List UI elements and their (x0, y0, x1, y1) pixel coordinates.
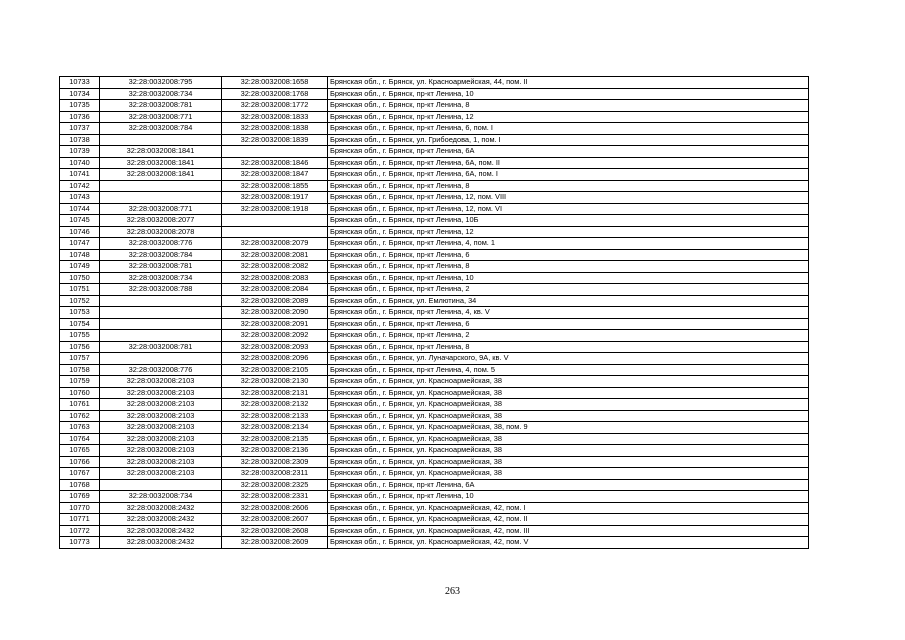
table-row (60, 491, 809, 503)
parent-cadastral-number-cell: 32:28:0032008:771 (100, 203, 222, 215)
address-cell: Брянская обл., г. Брянск, пр-кт Ленина, 8 (328, 100, 809, 112)
parent-cadastral-number-cell: 32:28:0032008:2103 (100, 422, 222, 434)
parent-cadastral-number-cell (100, 318, 222, 330)
table-row (60, 387, 809, 399)
parent-cadastral-number-cell: 32:28:0032008:771 (100, 111, 222, 123)
parent-cadastral-number-cell: 32:28:0032008:2432 (100, 525, 222, 537)
row-number-cell: 10763 (60, 422, 100, 434)
cadastral-number-cell: 32:28:0032008:1658 (222, 77, 328, 89)
row-number-cell: 10757 (60, 353, 100, 365)
row-number-cell: 10772 (60, 525, 100, 537)
cadastral-number-cell (222, 226, 328, 238)
row-number-cell: 10733 (60, 77, 100, 89)
table-row (60, 180, 809, 192)
cadastral-number-cell: 32:28:0032008:2133 (222, 410, 328, 422)
table-row (60, 502, 809, 514)
address-cell: Брянская обл., г. Брянск, пр-кт Ленина, 8 (328, 261, 809, 273)
row-number-cell: 10742 (60, 180, 100, 192)
parent-cadastral-number-cell: 32:28:0032008:2103 (100, 410, 222, 422)
row-number-cell: 10748 (60, 249, 100, 261)
row-number-cell: 10747 (60, 238, 100, 250)
parent-cadastral-number-cell: 32:28:0032008:2103 (100, 445, 222, 457)
address-cell: Брянская обл., г. Брянск, ул. Красноармейская, 44, пом. II (328, 77, 809, 89)
table-row (60, 468, 809, 480)
cadastral-number-cell: 32:28:0032008:2105 (222, 364, 328, 376)
address-cell: Брянская обл., г. Брянск, ул. Красноармейская, 38 (328, 376, 809, 388)
table-row (60, 422, 809, 434)
table-row (60, 295, 809, 307)
address-cell: Брянская обл., г. Брянск, ул. Красноармейская, 38, пом. 9 (328, 422, 809, 434)
table-row (60, 192, 809, 204)
address-cell: Брянская обл., г. Брянск, пр-кт Ленина, 12 (328, 111, 809, 123)
parent-cadastral-number-cell (100, 307, 222, 319)
row-number-cell: 10744 (60, 203, 100, 215)
row-number-cell: 10767 (60, 468, 100, 480)
parent-cadastral-number-cell (100, 479, 222, 491)
table-row (60, 537, 809, 549)
row-number-cell: 10766 (60, 456, 100, 468)
address-cell: Брянская обл., г. Брянск, пр-кт Ленина, 2 (328, 330, 809, 342)
row-number-cell: 10740 (60, 157, 100, 169)
row-number-cell: 10746 (60, 226, 100, 238)
row-number-cell: 10737 (60, 123, 100, 135)
cadastral-number-cell: 32:28:0032008:1768 (222, 88, 328, 100)
cadastral-number-cell: 32:28:0032008:2091 (222, 318, 328, 330)
address-cell: Брянская обл., г. Брянск, ул. Красноармейская, 38 (328, 399, 809, 411)
address-cell: Брянская обл., г. Брянск, ул. Емлютина, 34 (328, 295, 809, 307)
table-row (60, 525, 809, 537)
parent-cadastral-number-cell (100, 330, 222, 342)
table-row (60, 410, 809, 422)
row-number-cell: 10743 (60, 192, 100, 204)
address-cell: Брянская обл., г. Брянск, ул. Красноармейская, 38 (328, 445, 809, 457)
address-cell: Брянская обл., г. Брянск, ул. Красноармейская, 38 (328, 410, 809, 422)
table-row (60, 226, 809, 238)
cadastral-number-cell: 32:28:0032008:2130 (222, 376, 328, 388)
parent-cadastral-number-cell: 32:28:0032008:1841 (100, 146, 222, 158)
table-row (60, 215, 809, 227)
address-cell: Брянская обл., г. Брянск, ул. Грибоедова, 1, пом. I (328, 134, 809, 146)
address-cell: Брянская обл., г. Брянск, ул. Красноармейская, 38 (328, 468, 809, 480)
table-row (60, 238, 809, 250)
table-row (60, 376, 809, 388)
address-cell: Брянская обл., г. Брянск, ул. Красноармейская, 42, пом. V (328, 537, 809, 549)
parent-cadastral-number-cell: 32:28:0032008:2103 (100, 433, 222, 445)
parent-cadastral-number-cell: 32:28:0032008:734 (100, 272, 222, 284)
table-row (60, 123, 809, 135)
cadastral-number-cell: 32:28:0032008:2089 (222, 295, 328, 307)
address-cell: Брянская обл., г. Брянск, пр-кт Ленина, 6А (328, 479, 809, 491)
row-number-cell: 10756 (60, 341, 100, 353)
row-number-cell: 10735 (60, 100, 100, 112)
row-number-cell: 10768 (60, 479, 100, 491)
cadastral-number-cell: 32:28:0032008:1839 (222, 134, 328, 146)
parent-cadastral-number-cell: 32:28:0032008:788 (100, 284, 222, 296)
address-cell: Брянская обл., г. Брянск, ул. Красноармейская, 38 (328, 433, 809, 445)
table-row (60, 203, 809, 215)
table-row (60, 433, 809, 445)
parent-cadastral-number-cell (100, 192, 222, 204)
parent-cadastral-number-cell: 32:28:0032008:2103 (100, 376, 222, 388)
row-number-cell: 10761 (60, 399, 100, 411)
cadastral-number-cell: 32:28:0032008:2132 (222, 399, 328, 411)
row-number-cell: 10755 (60, 330, 100, 342)
row-number-cell: 10754 (60, 318, 100, 330)
address-cell: Брянская обл., г. Брянск, пр-кт Ленина, 8 (328, 180, 809, 192)
cadastral-registry-table (59, 76, 809, 549)
table-row (60, 445, 809, 457)
row-number-cell: 10770 (60, 502, 100, 514)
table-row (60, 88, 809, 100)
parent-cadastral-number-cell: 32:28:0032008:2432 (100, 514, 222, 526)
table-row (60, 307, 809, 319)
cadastral-number-cell: 32:28:0032008:2609 (222, 537, 328, 549)
parent-cadastral-number-cell: 32:28:0032008:781 (100, 100, 222, 112)
parent-cadastral-number-cell: 32:28:0032008:781 (100, 261, 222, 273)
row-number-cell: 10753 (60, 307, 100, 319)
address-cell: Брянская обл., г. Брянск, ул. Красноармейская, 42, пом. I (328, 502, 809, 514)
address-cell: Брянская обл., г. Брянск, пр-кт Ленина, 6 (328, 318, 809, 330)
parent-cadastral-number-cell: 32:28:0032008:734 (100, 491, 222, 503)
parent-cadastral-number-cell: 32:28:0032008:776 (100, 238, 222, 250)
row-number-cell: 10771 (60, 514, 100, 526)
cadastral-number-cell: 32:28:0032008:2084 (222, 284, 328, 296)
table-row (60, 169, 809, 181)
address-cell: Брянская обл., г. Брянск, пр-кт Ленина, 12, пом. VI (328, 203, 809, 215)
parent-cadastral-number-cell (100, 353, 222, 365)
cadastral-number-cell: 32:28:0032008:2096 (222, 353, 328, 365)
row-number-cell: 10764 (60, 433, 100, 445)
address-cell: Брянская обл., г. Брянск, ул. Красноармейская, 42, пом. III (328, 525, 809, 537)
cadastral-number-cell: 32:28:0032008:2309 (222, 456, 328, 468)
row-number-cell: 10773 (60, 537, 100, 549)
row-number-cell: 10769 (60, 491, 100, 503)
parent-cadastral-number-cell: 32:28:0032008:2103 (100, 387, 222, 399)
cadastral-number-cell: 32:28:0032008:1772 (222, 100, 328, 112)
cadastral-number-cell: 32:28:0032008:2607 (222, 514, 328, 526)
address-cell: Брянская обл., г. Брянск, пр-кт Ленина, 6, пом. I (328, 123, 809, 135)
cadastral-number-cell: 32:28:0032008:2134 (222, 422, 328, 434)
cadastral-number-cell: 32:28:0032008:2608 (222, 525, 328, 537)
cadastral-number-cell: 32:28:0032008:2079 (222, 238, 328, 250)
row-number-cell: 10750 (60, 272, 100, 284)
parent-cadastral-number-cell: 32:28:0032008:2077 (100, 215, 222, 227)
table-row (60, 261, 809, 273)
parent-cadastral-number-cell: 32:28:0032008:2103 (100, 468, 222, 480)
table-row (60, 364, 809, 376)
address-cell: Брянская обл., г. Брянск, пр-кт Ленина, 10Б (328, 215, 809, 227)
cadastral-number-cell: 32:28:0032008:2325 (222, 479, 328, 491)
address-cell: Брянская обл., г. Брянск, пр-кт Ленина, 6А, пом. I (328, 169, 809, 181)
row-number-cell: 10738 (60, 134, 100, 146)
table-row (60, 134, 809, 146)
address-cell: Брянская обл., г. Брянск, пр-кт Ленина, 4, пом. 1 (328, 238, 809, 250)
table-row (60, 399, 809, 411)
table-row (60, 479, 809, 491)
row-number-cell: 10734 (60, 88, 100, 100)
parent-cadastral-number-cell: 32:28:0032008:781 (100, 341, 222, 353)
table-row (60, 146, 809, 158)
row-number-cell: 10752 (60, 295, 100, 307)
parent-cadastral-number-cell: 32:28:0032008:2432 (100, 502, 222, 514)
address-cell: Брянская обл., г. Брянск, пр-кт Ленина, 10 (328, 491, 809, 503)
page-number: 263 (445, 586, 460, 597)
address-cell: Брянская обл., г. Брянск, пр-кт Ленина, 4, кв. V (328, 307, 809, 319)
row-number-cell: 10758 (60, 364, 100, 376)
address-cell: Брянская обл., г. Брянск, пр-кт Ленина, 12, пом. VIII (328, 192, 809, 204)
table-row (60, 341, 809, 353)
row-number-cell: 10745 (60, 215, 100, 227)
address-cell: Брянская обл., г. Брянск, пр-кт Ленина, 8 (328, 341, 809, 353)
table-row (60, 249, 809, 261)
address-cell: Брянская обл., г. Брянск, ул. Красноармейская, 38 (328, 387, 809, 399)
address-cell: Брянская обл., г. Брянск, пр-кт Ленина, 2 (328, 284, 809, 296)
address-cell: Брянская обл., г. Брянск, ул. Красноармейская, 38 (328, 456, 809, 468)
table-row (60, 318, 809, 330)
row-number-cell: 10762 (60, 410, 100, 422)
table-row (60, 157, 809, 169)
cadastral-number-cell: 32:28:0032008:1838 (222, 123, 328, 135)
cadastral-number-cell: 32:28:0032008:2083 (222, 272, 328, 284)
cadastral-number-cell: 32:28:0032008:2311 (222, 468, 328, 480)
cadastral-number-cell (222, 146, 328, 158)
cadastral-number-cell (222, 215, 328, 227)
table-body (60, 77, 809, 549)
cadastral-number-cell: 32:28:0032008:2135 (222, 433, 328, 445)
cadastral-number-cell: 32:28:0032008:2131 (222, 387, 328, 399)
cadastral-number-cell: 32:28:0032008:2082 (222, 261, 328, 273)
table-row (60, 111, 809, 123)
cadastral-number-cell: 32:28:0032008:1855 (222, 180, 328, 192)
parent-cadastral-number-cell: 32:28:0032008:2432 (100, 537, 222, 549)
parent-cadastral-number-cell: 32:28:0032008:784 (100, 249, 222, 261)
parent-cadastral-number-cell (100, 180, 222, 192)
parent-cadastral-number-cell: 32:28:0032008:776 (100, 364, 222, 376)
parent-cadastral-number-cell: 32:28:0032008:2078 (100, 226, 222, 238)
address-cell: Брянская обл., г. Брянск, пр-кт Ленина, 6 (328, 249, 809, 261)
address-cell: Брянская обл., г. Брянск, пр-кт Ленина, 6А, пом. II (328, 157, 809, 169)
row-number-cell: 10765 (60, 445, 100, 457)
parent-cadastral-number-cell: 32:28:0032008:734 (100, 88, 222, 100)
parent-cadastral-number-cell (100, 134, 222, 146)
cadastral-number-cell: 32:28:0032008:2136 (222, 445, 328, 457)
parent-cadastral-number-cell: 32:28:0032008:784 (100, 123, 222, 135)
row-number-cell: 10736 (60, 111, 100, 123)
address-cell: Брянская обл., г. Брянск, пр-кт Ленина, 4, пом. 5 (328, 364, 809, 376)
table-row (60, 100, 809, 112)
address-cell: Брянская обл., г. Брянск, ул. Красноармейская, 42, пом. II (328, 514, 809, 526)
parent-cadastral-number-cell: 32:28:0032008:795 (100, 77, 222, 89)
cadastral-number-cell: 32:28:0032008:1846 (222, 157, 328, 169)
parent-cadastral-number-cell: 32:28:0032008:1841 (100, 157, 222, 169)
row-number-cell: 10751 (60, 284, 100, 296)
address-cell: Брянская обл., г. Брянск, ул. Луначарского, 9А, кв. V (328, 353, 809, 365)
address-cell: Брянская обл., г. Брянск, пр-кт Ленина, 6А (328, 146, 809, 158)
cadastral-number-cell: 32:28:0032008:2331 (222, 491, 328, 503)
parent-cadastral-number-cell: 32:28:0032008:2103 (100, 456, 222, 468)
parent-cadastral-number-cell: 32:28:0032008:2103 (100, 399, 222, 411)
row-number-cell: 10741 (60, 169, 100, 181)
address-cell: Брянская обл., г. Брянск, пр-кт Ленина, 12 (328, 226, 809, 238)
parent-cadastral-number-cell (100, 295, 222, 307)
table-row (60, 330, 809, 342)
cadastral-number-cell: 32:28:0032008:2093 (222, 341, 328, 353)
table-row (60, 77, 809, 89)
row-number-cell: 10759 (60, 376, 100, 388)
row-number-cell: 10749 (60, 261, 100, 273)
cadastral-number-cell: 32:28:0032008:1917 (222, 192, 328, 204)
cadastral-number-cell: 32:28:0032008:1833 (222, 111, 328, 123)
parent-cadastral-number-cell: 32:28:0032008:1841 (100, 169, 222, 181)
table-row (60, 272, 809, 284)
table-row (60, 284, 809, 296)
table-row (60, 456, 809, 468)
row-number-cell: 10739 (60, 146, 100, 158)
cadastral-number-cell: 32:28:0032008:2092 (222, 330, 328, 342)
cadastral-number-cell: 32:28:0032008:1847 (222, 169, 328, 181)
row-number-cell: 10760 (60, 387, 100, 399)
cadastral-number-cell: 32:28:0032008:2090 (222, 307, 328, 319)
cadastral-number-cell: 32:28:0032008:2606 (222, 502, 328, 514)
cadastral-number-cell: 32:28:0032008:2081 (222, 249, 328, 261)
address-cell: Брянская обл., г. Брянск, пр-кт Ленина, 10 (328, 88, 809, 100)
address-cell: Брянская обл., г. Брянск, пр-кт Ленина, 10 (328, 272, 809, 284)
table-row (60, 514, 809, 526)
table-row (60, 353, 809, 365)
cadastral-number-cell: 32:28:0032008:1918 (222, 203, 328, 215)
